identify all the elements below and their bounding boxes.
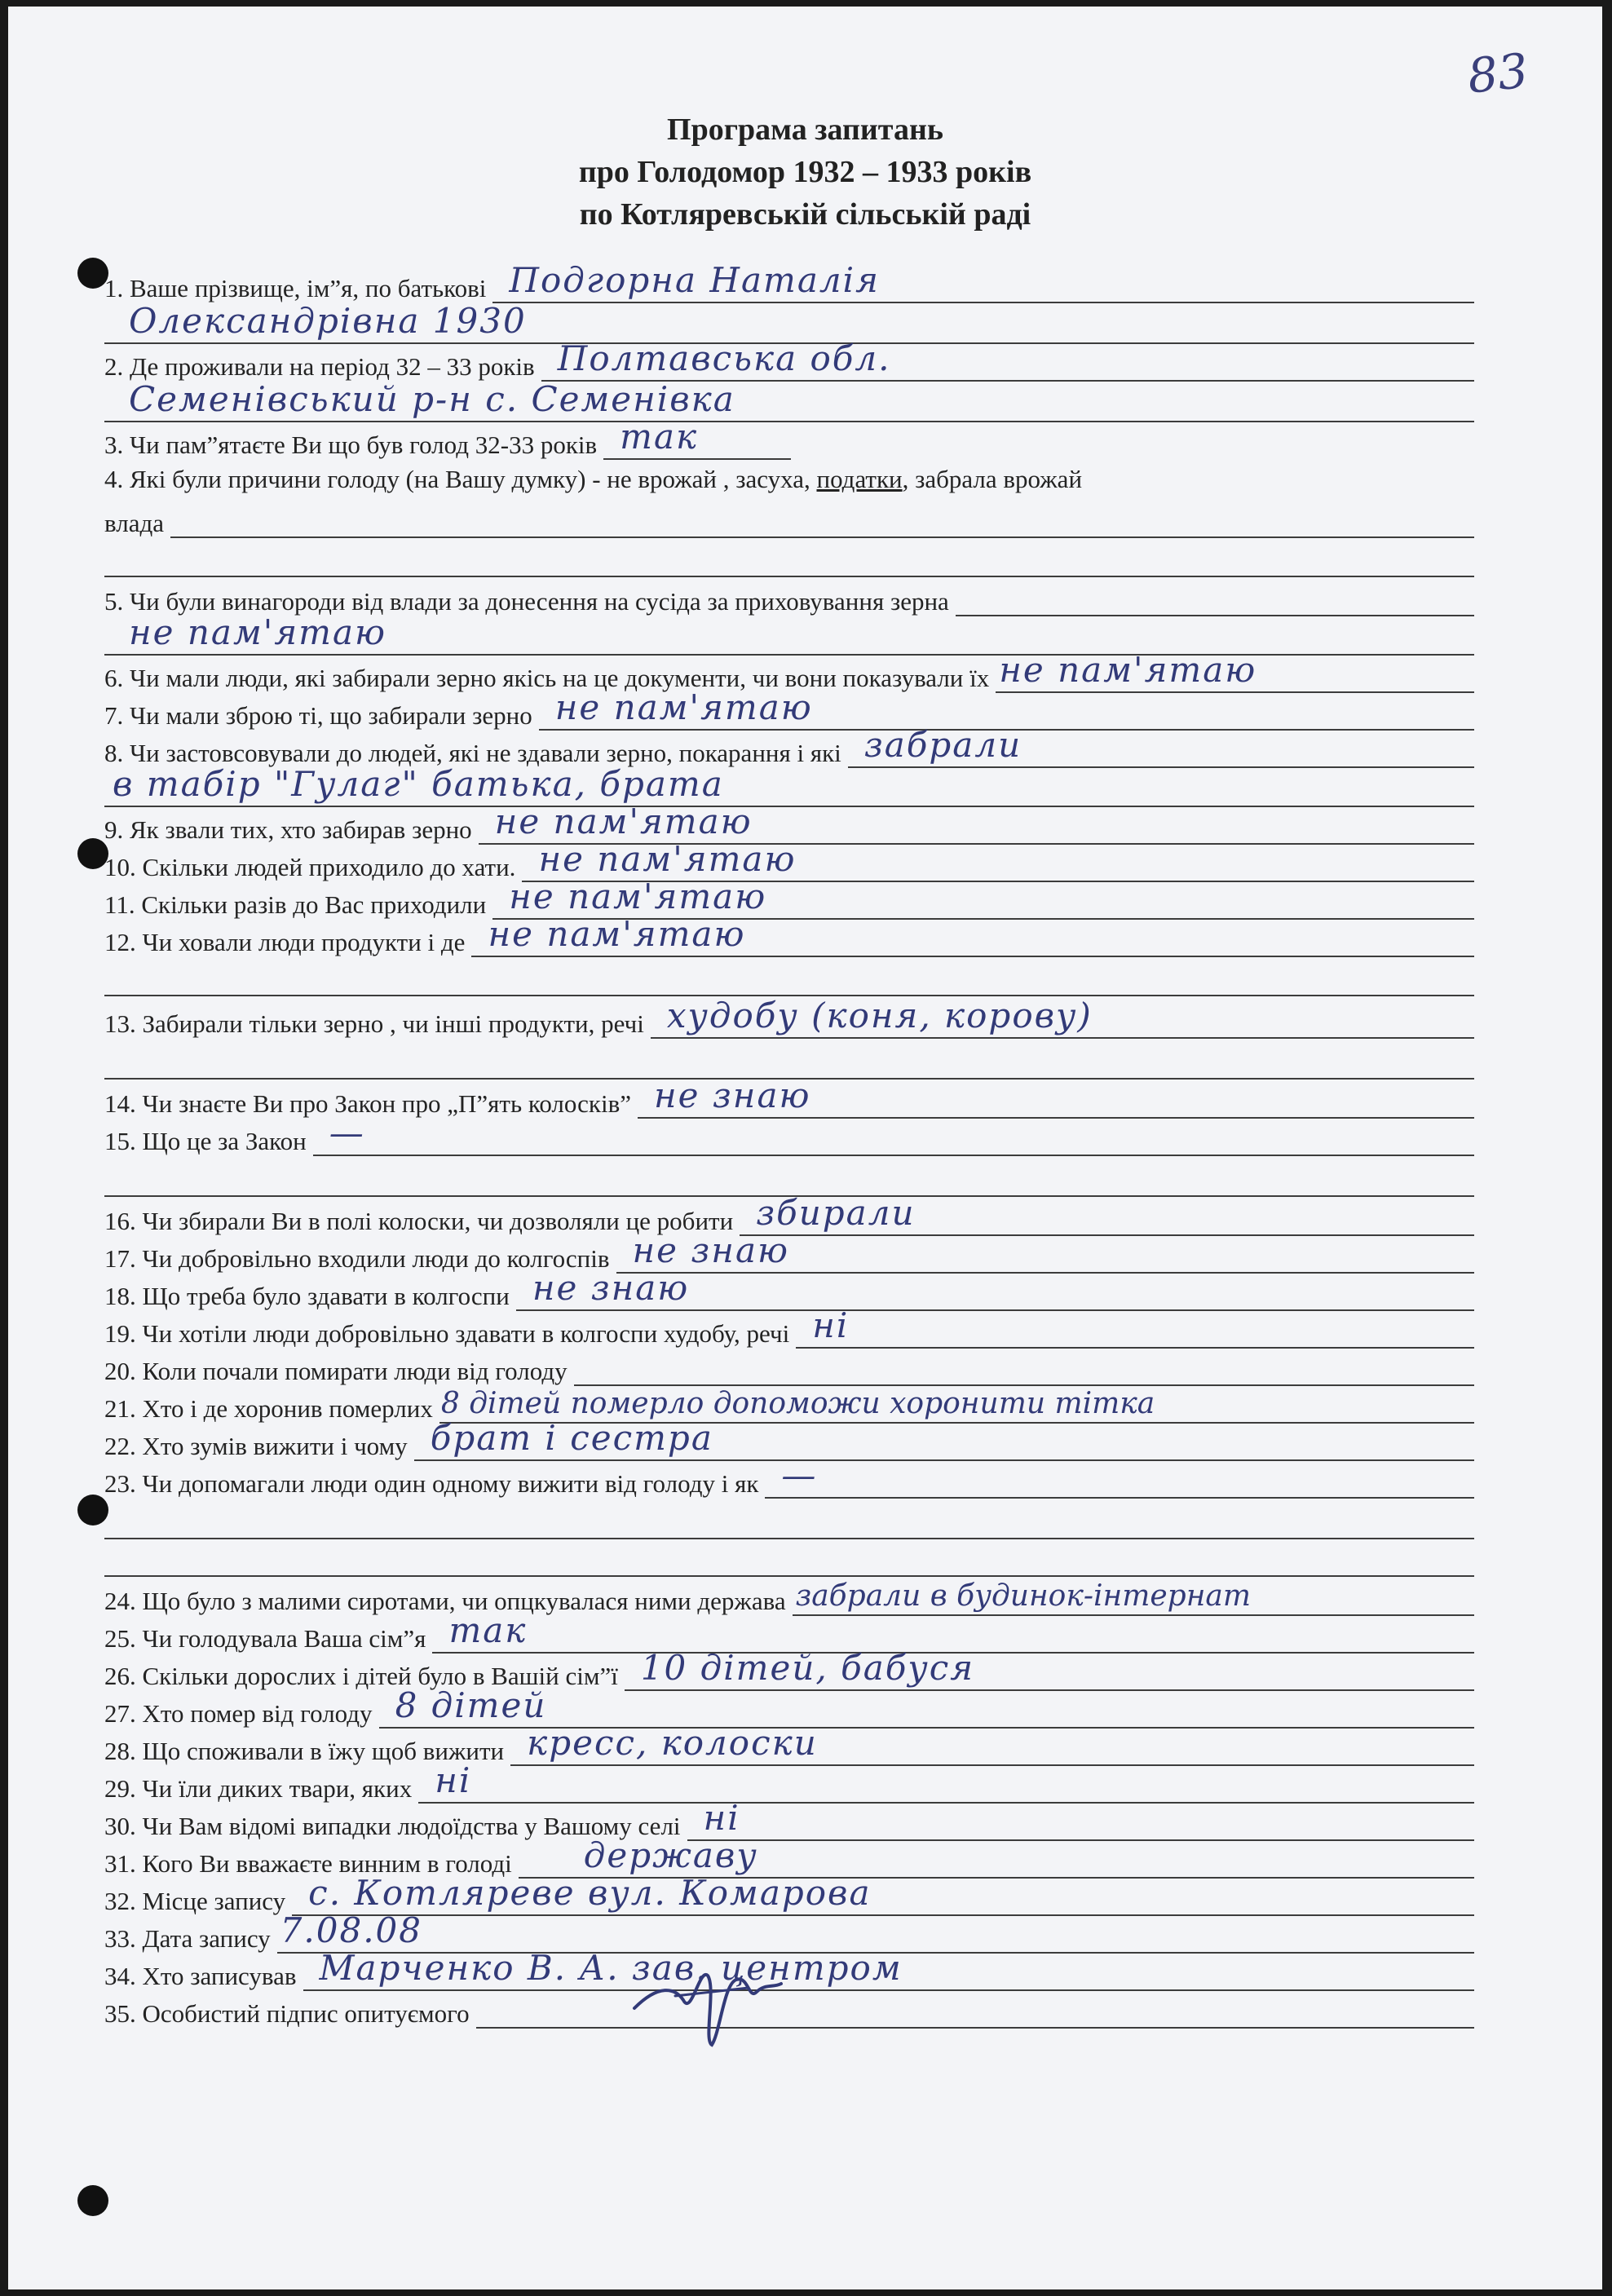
question-row <box>104 996 1474 1039</box>
answer-field <box>510 1723 1474 1766</box>
page-number: 83 <box>1464 42 1531 104</box>
answer-field <box>956 577 1474 616</box>
question-text: влада <box>104 509 164 537</box>
handwritten-answer: Подгорна Наталія <box>509 260 880 300</box>
handwritten-answer: худобу (коня, корову) <box>666 996 1093 1035</box>
question-row <box>104 1948 1474 1991</box>
answer-line <box>104 1040 1474 1080</box>
question-text: 25. Чи голодувала Ваша сім”я <box>104 1624 426 1653</box>
signature-scribble <box>626 1951 789 2049</box>
question-text: 27. Хто помер від голоду <box>104 1699 373 1728</box>
handwritten-answer: ні <box>435 1760 472 1800</box>
answer-field <box>414 1418 1474 1461</box>
handwritten-answer: збирали <box>756 1193 916 1233</box>
answer-field <box>765 1455 1474 1499</box>
answer-field <box>471 914 1474 957</box>
handwritten-answer: державу <box>583 1835 758 1875</box>
form-header <box>8 108 1602 236</box>
answer-field <box>848 725 1474 768</box>
answer-line <box>104 1158 1474 1197</box>
handwritten-answer: в табір "Гулаг" батька, брата <box>113 764 724 804</box>
answer-field <box>651 996 1474 1039</box>
answer-field <box>638 1075 1474 1119</box>
question-row <box>104 1349 1474 1386</box>
header-line-3: по Котляревській сільській раді <box>579 197 1031 232</box>
handwritten-answer: не пам'ятаю <box>538 839 797 879</box>
question-row <box>104 725 1474 768</box>
answer-line <box>104 957 1474 996</box>
answer-field <box>516 1268 1474 1311</box>
handwritten-answer: забрали <box>863 725 1022 765</box>
answer-field <box>603 417 791 460</box>
handwritten-answer: не пам'ятаю <box>509 876 767 916</box>
handwritten-answer: не знаю <box>654 1075 811 1115</box>
question-row <box>104 1578 1474 1616</box>
answer-field <box>616 1230 1474 1274</box>
question-row <box>104 839 1474 882</box>
handwritten-answer: 8 дітей померло допоможи хоронити тітка <box>440 1387 1155 1420</box>
question-text: 34. Хто записував <box>104 1962 297 1990</box>
answer-field <box>418 1760 1474 1804</box>
handwritten-answer: забрали в будинок-інтернат <box>795 1579 1252 1613</box>
header-line-1: Програма запитань <box>667 113 943 147</box>
answer-field <box>303 1948 1474 1991</box>
question-row <box>104 260 1474 303</box>
question-text: 14. Чи знаєте Ви про Закон про „П”ять колосків” <box>104 1089 632 1118</box>
handwritten-answer: так <box>448 1610 528 1650</box>
answer-field <box>996 650 1474 693</box>
answer-line <box>104 538 1474 577</box>
answer-line <box>104 1538 1474 1577</box>
answer-field <box>574 1347 1474 1386</box>
question-text: 32. Місце запису <box>104 1887 286 1915</box>
question-text: 19. Чи хотіли люди добровільно здавати в колгоспи худобу, речі <box>104 1319 790 1348</box>
question-row <box>104 1798 1474 1841</box>
answer-field <box>313 1113 1474 1156</box>
handwritten-answer: ні <box>812 1305 850 1345</box>
question-text: 1. Ваше прізвище, ім”я, по батькові <box>104 274 487 302</box>
answer-field <box>625 1648 1474 1691</box>
question-text: 16. Чи збирали Ви в полі колоски, чи дозволяли це робити <box>104 1207 734 1235</box>
answer-field <box>687 1798 1474 1841</box>
question-text: 28. Що споживали в їжу щоб вижити <box>104 1737 505 1765</box>
scanned-page <box>8 7 1602 2289</box>
question-text: 18. Що треба було здавати в колгоспи <box>104 1282 510 1310</box>
question-text: 11. Скільки разів до Вас приходили <box>104 890 487 919</box>
question-text: 29. Чи їли диких твари, яких <box>104 1774 413 1803</box>
question-text: 20. Коли почали помирати люди від голоду <box>104 1357 568 1385</box>
handwritten-answer: не пам'ятаю <box>554 687 813 727</box>
handwritten-answer: Олександрівна 1930 <box>129 301 527 341</box>
handwritten-answer: не пам'ятаю <box>129 612 386 652</box>
question-row <box>104 1230 1474 1274</box>
question-row <box>104 338 1474 382</box>
handwritten-answer: Полтавська обл. <box>557 338 891 378</box>
question-row <box>104 1193 1474 1236</box>
question-text: 2. Де проживали на період 32 – 33 років <box>104 352 535 381</box>
question-row <box>104 1113 1474 1156</box>
handwritten-answer: — <box>781 1455 818 1495</box>
question-text: 26. Скільки дорослих і дітей було в Вашій сім”ї <box>104 1662 618 1690</box>
header-line-2: про Голодомор 1932 – 1933 років <box>578 155 1032 189</box>
question-row <box>104 1455 1474 1499</box>
question-text: 17. Чи добровільно входили люди до колгоспів <box>104 1244 610 1273</box>
question-text: 12. Чи ховали люди продукти і де <box>104 928 466 956</box>
question-text: 22. Хто зумів вижити і чому <box>104 1432 408 1460</box>
handwritten-answer: не знаю <box>532 1268 690 1308</box>
handwritten-answer: не пам'ятаю <box>999 650 1257 690</box>
handwritten-answer: ні <box>703 1798 740 1838</box>
answer-field <box>292 1873 1474 1916</box>
question-row <box>104 501 1474 538</box>
question-row <box>104 1386 1474 1424</box>
handwritten-answer: не пам'ятаю <box>488 914 746 954</box>
handwritten-answer: 8 дітей <box>395 1685 547 1725</box>
handwritten-answer: 10 дітей, бабуся <box>640 1648 975 1688</box>
answer-line <box>104 1500 1474 1539</box>
answer-field <box>796 1305 1474 1349</box>
question-row <box>104 1305 1474 1349</box>
answer-field <box>170 499 1474 538</box>
handwritten-answer: не знаю <box>632 1230 789 1270</box>
question-text: 21. Хто і де хоронив померлих <box>104 1394 433 1423</box>
question-text: 23. Чи допомагали люди один одному вижити від голоду і як <box>104 1469 759 1498</box>
answer-field <box>492 260 1474 303</box>
question-text: 8. Чи застовсовували до людей, які не здавали зерно, покарання і які <box>104 739 841 767</box>
handwritten-answer: кресс, колоски <box>527 1723 818 1763</box>
question-text: 10. Скільки людей приходило до хати. <box>104 853 516 881</box>
handwritten-answer: — <box>329 1113 365 1153</box>
handwritten-answer: с. Котляреве вул. Комарова <box>308 1873 872 1913</box>
answer-field <box>793 1577 1474 1616</box>
question-text: 15. Що це за Закон <box>104 1127 307 1155</box>
question-text: 31. Кого Ви вважаєте винним в голоді <box>104 1849 512 1878</box>
question-row <box>104 579 1474 616</box>
question-row <box>104 687 1474 731</box>
question-text: 30. Чи Вам відомі випадки людоїдства у Вашому селі <box>104 1812 681 1840</box>
question-text: 4. Які були причини голоду (на Вашу думку) - не врожай , засуха, податки, забрала врожай <box>104 465 1083 493</box>
answer-field <box>541 338 1474 382</box>
answer-continuation <box>104 764 1474 807</box>
handwritten-answer: так <box>620 417 699 457</box>
answer-field <box>740 1193 1474 1236</box>
question-row <box>104 1268 1474 1311</box>
question-row <box>104 417 1474 460</box>
question-row <box>104 876 1474 920</box>
question-row <box>104 1991 1474 2029</box>
question-row <box>104 1760 1474 1804</box>
question-text: 3. Чи пам”ятаєте Ви що був голод 32-33 років <box>104 430 598 459</box>
handwritten-answer: 7.08.08 <box>280 1910 422 1950</box>
question-row <box>104 914 1474 957</box>
question-row <box>104 1075 1474 1119</box>
handwritten-answer: Семенівський р-н с. Семенівка <box>129 379 735 419</box>
question-text: 35. Особистий підпис опитуємого <box>104 1999 470 2028</box>
question-text: 33. Дата запису <box>104 1924 271 1953</box>
punch-hole <box>77 2185 108 2216</box>
handwritten-answer: не пам'ятаю <box>494 801 753 841</box>
question-text: 7. Чи мали зброю ті, що забирали зерно <box>104 701 532 730</box>
question-text: 5. Чи були винагороди від влади за донесення на сусіда за приховування зерна <box>104 587 949 616</box>
question-row <box>104 1723 1474 1766</box>
answer-continuation <box>104 379 1474 422</box>
question-row <box>104 1648 1474 1691</box>
handwritten-answer: Марченко В. А. зав. центром <box>319 1948 903 1988</box>
handwritten-answer: брат і сестра <box>430 1418 713 1458</box>
answer-continuation <box>104 612 1474 656</box>
question-text: 6. Чи мали люди, які забирали зерно якісь на це документи, чи вони показували їх <box>104 664 990 692</box>
question-text: 24. Що було з малими сиротами, чи опцкувалася ними держава <box>104 1587 786 1615</box>
question-text: 13. Забирали тільки зерно , чи інші продукти, речі <box>104 1009 644 1038</box>
question-text: 9. Як звали тих, хто забирав зерно <box>104 815 472 844</box>
